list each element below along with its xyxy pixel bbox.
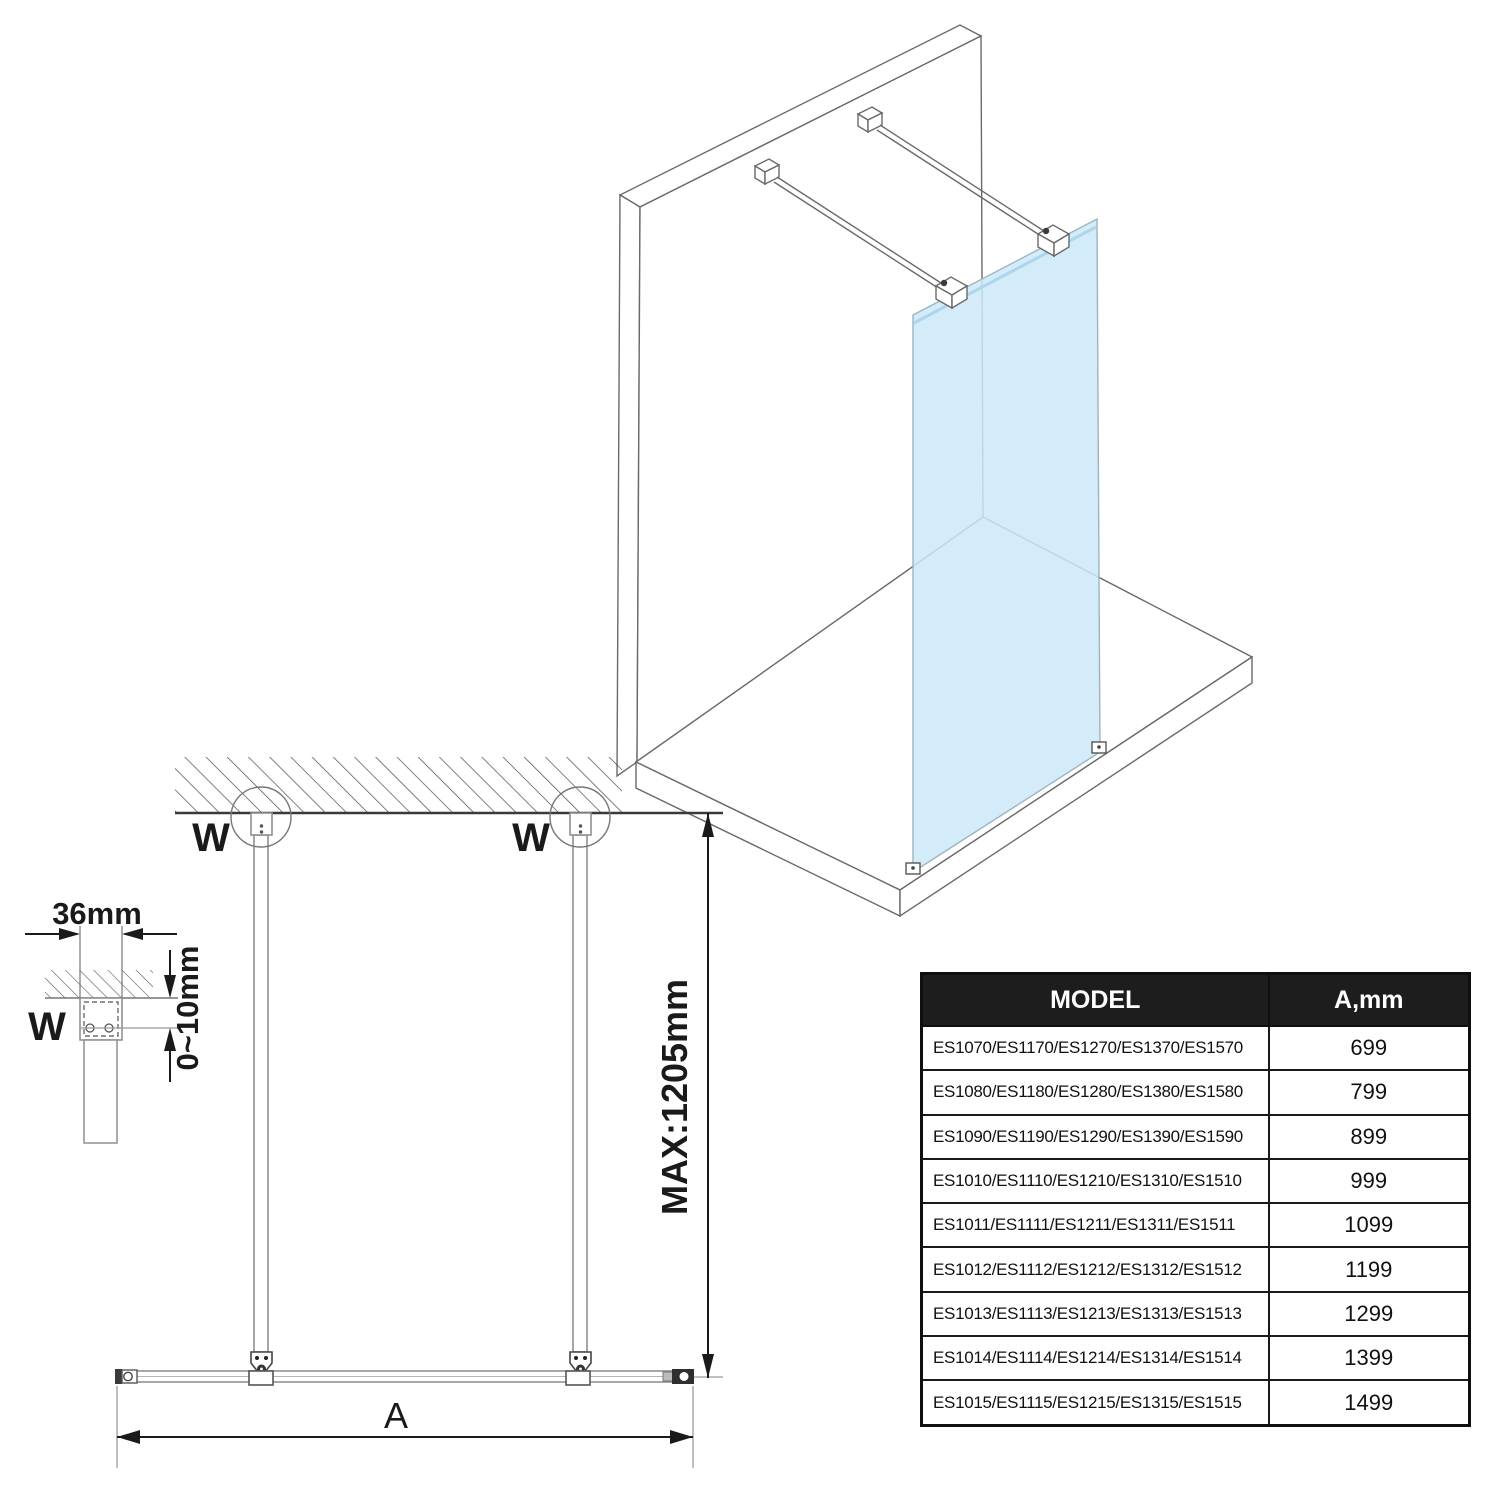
table-row [922, 1380, 1470, 1425]
wall-hatch [175, 757, 622, 813]
support-bar-2 [570, 813, 591, 1352]
table-header-row [922, 974, 1470, 1027]
model-cell: ES1010/ES1110/ES1210/ES1310/ES1510 [922, 1159, 1269, 1203]
adjust-range-label: 0~10mm [170, 945, 205, 1071]
isometric-view [617, 25, 1252, 916]
a-mm-cell: 999 [1269, 1159, 1470, 1203]
a-mm-cell: 1099 [1269, 1203, 1470, 1247]
wall-mount-label-detail: W [28, 1005, 66, 1049]
table-row [922, 1026, 1470, 1070]
a-mm-cell: 1199 [1269, 1247, 1470, 1291]
table-row [922, 1336, 1470, 1380]
detail-wall-hatch [45, 970, 153, 998]
detail-bracket [80, 998, 181, 1143]
a-dimension-label: A [383, 1395, 409, 1436]
table-row [922, 1292, 1470, 1336]
support-bar-1 [251, 813, 272, 1352]
table-row [922, 1159, 1470, 1203]
model-cell: ES1015/ES1115/ES1215/ES1315/ES1515 [922, 1380, 1269, 1425]
a-mm-cell: 799 [1269, 1070, 1470, 1114]
table-row [922, 1203, 1470, 1247]
table-header-amm: A,mm [1269, 974, 1470, 1027]
model-cell: ES1090/ES1190/ES1290/ES1390/ES1590 [922, 1115, 1269, 1159]
table-header-model: MODEL [922, 974, 1269, 1027]
model-cell: ES1012/ES1112/ES1212/ES1312/ES1512 [922, 1247, 1269, 1291]
table-row [922, 1247, 1470, 1291]
model-cell: ES1070/ES1170/ES1270/ES1370/ES1570 [922, 1026, 1269, 1070]
table-row [922, 1070, 1470, 1114]
wall-mount-label-2: W [512, 816, 550, 860]
max-dimension-label: MAX:1205mm [654, 978, 695, 1216]
a-mm-cell: 899 [1269, 1115, 1470, 1159]
max-dimension [702, 813, 714, 1378]
model-cell: ES1013/ES1113/ES1213/ES1313/ES1513 [922, 1292, 1269, 1336]
table-row [922, 1115, 1470, 1159]
wall-mount-label-1: W [192, 816, 230, 860]
a-mm-cell: 699 [1269, 1026, 1470, 1070]
a-mm-cell: 1499 [1269, 1380, 1470, 1425]
model-cell: ES1014/ES1114/ES1214/ES1314/ES1514 [922, 1336, 1269, 1380]
bracket-detail [25, 896, 205, 1143]
bracket-width-label: 36mm [52, 896, 142, 931]
glass-edge-strip [115, 1369, 723, 1385]
a-mm-cell: 1299 [1269, 1292, 1470, 1336]
size-table [920, 972, 1471, 1427]
model-cell: ES1011/ES1111/ES1211/ES1311/ES1511 [922, 1203, 1269, 1247]
front-view [115, 757, 723, 1468]
a-mm-cell: 1399 [1269, 1336, 1470, 1380]
model-cell: ES1080/ES1180/ES1280/ES1380/ES1580 [922, 1070, 1269, 1114]
